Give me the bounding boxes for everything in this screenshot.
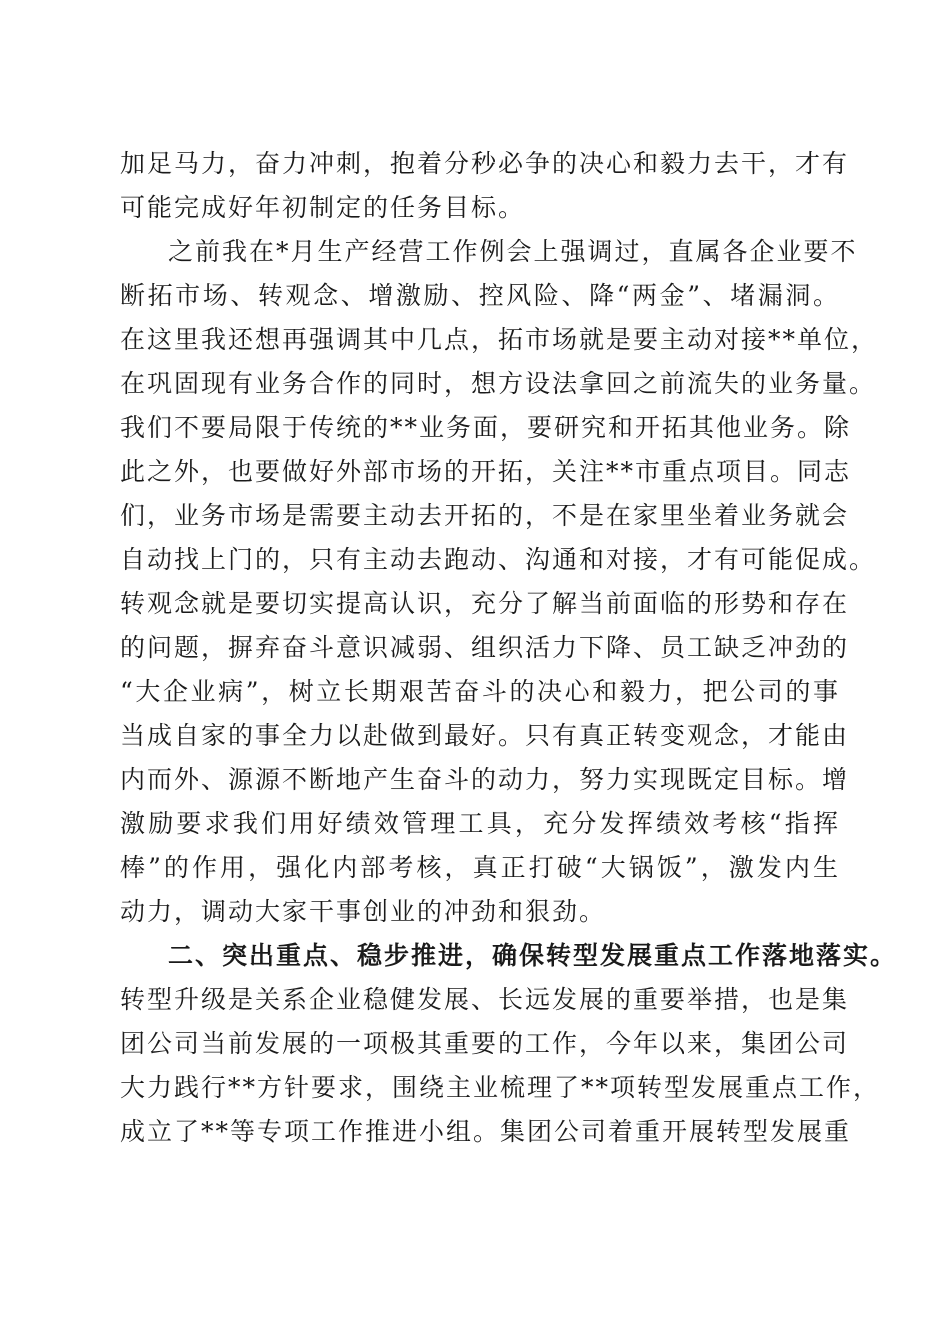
text-line: 加足马力，奋力冲刺，抱着分秒必争的决心和毅力去干，才有 bbox=[120, 149, 850, 178]
text-line: 在巩固现有业务合作的同时，想方设法拿回之前流失的业务量。 bbox=[120, 369, 877, 398]
text-line: 团公司当前发展的一项极其重要的工作，今年以来，集团公司 bbox=[120, 1029, 850, 1058]
text-line: 自动找上门的，只有主动去跑动、沟通和对接，才有可能促成。 bbox=[120, 545, 877, 574]
body-text bbox=[120, 142, 898, 1154]
text-line: 在这里我还想再强调其中几点，拓市场就是要主动对接**单位， bbox=[120, 325, 879, 354]
text-line: 动力，调动大家干事创业的冲劲和狠劲。 bbox=[120, 897, 607, 926]
text-line: 内而外、源源不断地产生奋斗的动力，努力实现既定目标。增 bbox=[120, 765, 850, 794]
text-line: 断拓市场、转观念、增激励、控风险、降“两金”、堵漏洞。 bbox=[120, 281, 840, 310]
text-line: 大力践行**方针要求，围绕主业梳理了**项转型发展重点工作， bbox=[120, 1073, 881, 1102]
text-line: 转型升级是关系企业稳健发展、长远发展的重要举措，也是集 bbox=[120, 985, 850, 1014]
text-line: 成立了**等专项工作推进小组。集团公司着重开展转型发展重 bbox=[120, 1117, 852, 1146]
text-line: 转观念就是要切实提高认识，充分了解当前面临的形势和存在 bbox=[120, 589, 850, 618]
paragraph-first-line: 之前我在*月生产经营工作例会上强调过，直属各企业要不 bbox=[168, 237, 858, 266]
text-line: 此之外，也要做好外部市场的开拓，关注**市重点项目。同志 bbox=[120, 457, 852, 486]
text-line: 可能完成好年初制定的任务目标。 bbox=[120, 193, 526, 222]
text-line: 当成自家的事全力以赴做到最好。只有真正转变观念，才能由 bbox=[120, 721, 850, 750]
section-heading: 二、突出重点、稳步推进，确保转型发展重点工作落地落实。 bbox=[168, 941, 898, 970]
text-line: 的问题，摒弃奋斗意识减弱、组织活力下降、员工缺乏冲劲的 bbox=[120, 633, 850, 662]
text-line: 激励要求我们用好绩效管理工具，充分发挥绩效考核“指挥 bbox=[120, 809, 840, 838]
text-line: 们，业务市场是需要主动去开拓的，不是在家里坐着业务就会 bbox=[120, 501, 850, 530]
text-line: “大企业病”，树立长期艰苦奋斗的决心和毅力，把公司的事 bbox=[120, 677, 840, 706]
text-line: 我们不要局限于传统的**业务面，要研究和开拓其他业务。除 bbox=[120, 413, 852, 442]
text-line: 棒”的作用，强化内部考核，真正打破“大锅饭”，激发内生 bbox=[120, 853, 840, 882]
